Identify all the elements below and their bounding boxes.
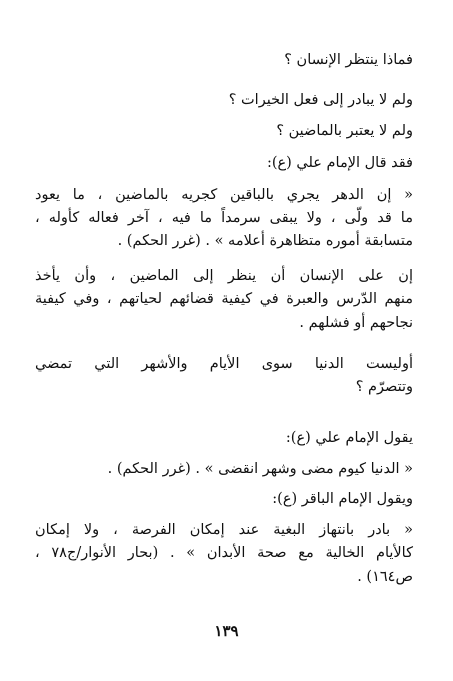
quote-line-2: ما قد ولّى ، ولا يبقى سرمداً ما فيه ، آخر فعاله كأوله ،: [35, 210, 413, 226]
paragraph-line-1: إن على الإنسان أن ينظر إلى الماضين ، وأن يأخذ: [35, 268, 413, 284]
text-line-5: يقول الإمام علي (ع):: [285, 430, 413, 446]
paragraph-line-2: منهم الدّرس والعبرة في كيفية قضائهم لحياتهم ، وفي كيفية: [35, 291, 413, 307]
page-number: ١٣٩: [214, 622, 239, 640]
quote-line-4: « الدنيا كيوم مضى وشهر انقضى » . (غرر الحكم) .: [107, 461, 413, 477]
quote-line-3: متسابقة أموره متظاهرة أعلامه » . (غرر الحكم) .: [117, 233, 413, 249]
text-line-4: فقد قال الإمام علي (ع):: [266, 155, 413, 171]
text-line-6: ويقول الإمام الباقر (ع):: [272, 491, 413, 507]
text-line-2: ولم لا يبادر إلى فعل الخيرات ؟: [228, 92, 413, 108]
quote-line-5: « بادر بانتهاز البغية عند إمكان الفرصة ، ولا إمكان: [35, 522, 413, 538]
text-line-3: ولم لا يعتبر بالماضين ؟: [276, 123, 413, 139]
quote-line-7: ص١٦٤) .: [357, 569, 413, 585]
paragraph-line-5: وتتصرّم ؟: [355, 379, 413, 395]
paragraph-line-4: أوليست الدنيا سوى الأيام والأشهر التي تمضي: [35, 356, 413, 372]
quote-line-1: « إن الدهر يجري بالباقين كجريه بالماضين ، ما يعود: [35, 187, 413, 203]
paragraph-line-3: نجاحهم أو فشلهم .: [299, 315, 413, 331]
quote-line-6: كالأيام الخالية مع صحة الأبدان » . (بحار الأنوار/ج٧٨ ،: [35, 545, 413, 561]
text-line-1: فماذا ينتظر الإنسان ؟: [284, 52, 413, 68]
